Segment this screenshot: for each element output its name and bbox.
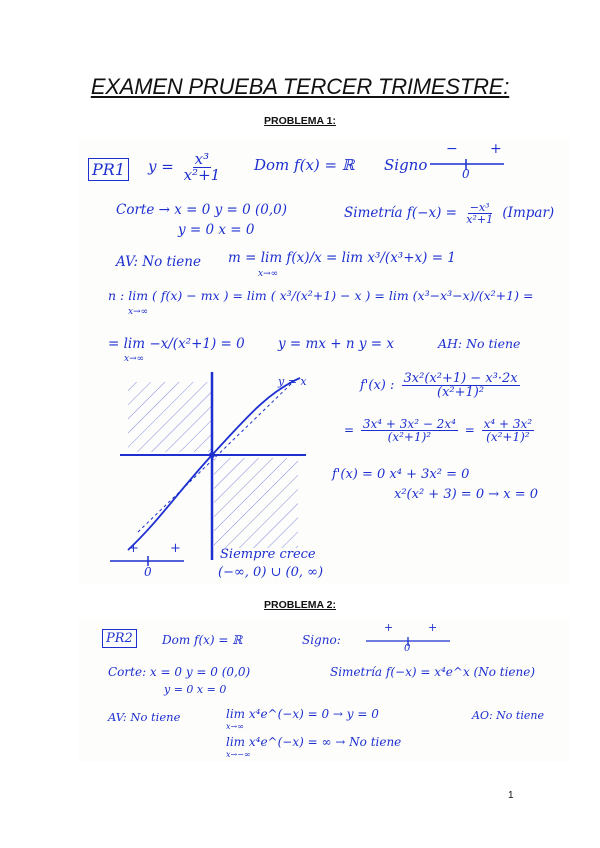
sign-2-zero: 0 <box>404 643 411 654</box>
vertical-asymptote-2-text: AV: No tiene <box>108 710 181 724</box>
intercept-limit-sub: x→∞ <box>128 307 149 317</box>
problem-1-heading: PROBLEMA 1: <box>264 115 336 127</box>
oblique-asymptote-2-text: AO: No tiene <box>472 709 544 722</box>
page-number: 1 <box>508 790 514 801</box>
function-sketch <box>118 372 308 562</box>
monotonicity-text: Siempre crece <box>220 547 316 562</box>
sign-2-label: Signo: <box>302 633 341 647</box>
intercepts-2-text: Corte: x = 0 y = 0 (0,0) <box>108 665 251 679</box>
sign-plus: + <box>490 141 502 157</box>
problem-2-heading: PROBLEMA 2: <box>264 599 336 611</box>
limit-negative-infinity-sub: x→−∞ <box>226 750 251 759</box>
critical-points-2: x²(x² + 3) = 0 → x = 0 <box>394 487 539 502</box>
domain-text: Dom f(x) = ℝ <box>254 156 355 174</box>
derivative-2: = $\frac{\text{3x⁴ + 3x² − 2x⁴}}{\text{(x²+1)²}}$ = $\frac{\text{x⁴ + 3x²}}{\text{(x²+1)²}}$ <box>344 417 533 444</box>
symmetry-2-text: Simetría f(−x) = x⁴e^x (No tiene) <box>330 665 536 679</box>
graph-asymptote-label: y = x <box>278 375 307 388</box>
problem-2-scan <box>78 620 570 762</box>
symmetry-text: Simetría f(−x) = $\frac{\text{−x³}}{\text{x²+1}}$ (Impar) <box>344 201 555 226</box>
mono-zero: 0 <box>144 565 152 579</box>
intercepts-text-2: y = 0 x = 0 <box>178 222 255 238</box>
limit-positive-infinity-sub: x→∞ <box>226 722 244 731</box>
intercept-limit-2-sub: x→∞ <box>124 354 145 364</box>
derivative-1: f'(x) : $\frac{\text{3x²(x²+1) − x³·2x}}{\text{(x²+1)²}}$ <box>360 371 518 400</box>
intercept-limit: n : lim ( f(x) − mx ) = lim ( x³/(x²+1) − x ) = lim (x³−x³−x)/(x²+1) = <box>108 288 534 303</box>
limit-negative-infinity: lim x⁴e^(−x) = ∞ → No tiene <box>226 735 402 749</box>
sign-zero: 0 <box>462 167 470 181</box>
slope-limit-sub: x→∞ <box>258 269 279 279</box>
mono-plus-left: + <box>128 541 139 556</box>
horizontal-asymptote-text: AH: No tiene <box>438 336 521 351</box>
limit-positive-infinity: lim x⁴e^(−x) = 0 → y = 0 <box>226 707 379 721</box>
monotonicity-interval: (−∞, 0) ∪ (0, ∞) <box>218 565 324 580</box>
intercepts-text: Corte → x = 0 y = 0 (0,0) <box>116 202 288 218</box>
problem-2-label: PR2 <box>102 632 137 645</box>
vertical-asymptote-text: AV: No tiene <box>116 254 201 270</box>
problem-label: PR1 <box>88 162 129 178</box>
sign-label: Signo <box>384 156 428 174</box>
intercept-limit-2: = lim −x/(x²+1) = 0 <box>108 336 245 352</box>
page-title: EXAMEN PRUEBA TERCER TRIMESTRE: <box>90 74 510 99</box>
problem-1-scan <box>78 140 570 585</box>
domain-2-text: Dom f(x) = ℝ <box>162 633 243 647</box>
mono-plus-right: + <box>170 541 181 556</box>
sign-minus: − <box>446 141 458 157</box>
sign-2-plus-left: + <box>384 621 394 634</box>
oblique-asymptote: y = mx + n y = x <box>278 336 394 352</box>
function-definition: y = $\frac{\text{x³}}{\text{x²+1}}$ <box>148 150 221 184</box>
sign-2-plus-right: + <box>428 621 438 634</box>
critical-points-1: f'(x) = 0 x⁴ + 3x² = 0 <box>332 467 470 482</box>
slope-limit: m = lim f(x)/x = lim x³/(x³+x) = 1 <box>228 250 456 266</box>
intercepts-2-text-2: y = 0 x = 0 <box>164 683 227 696</box>
